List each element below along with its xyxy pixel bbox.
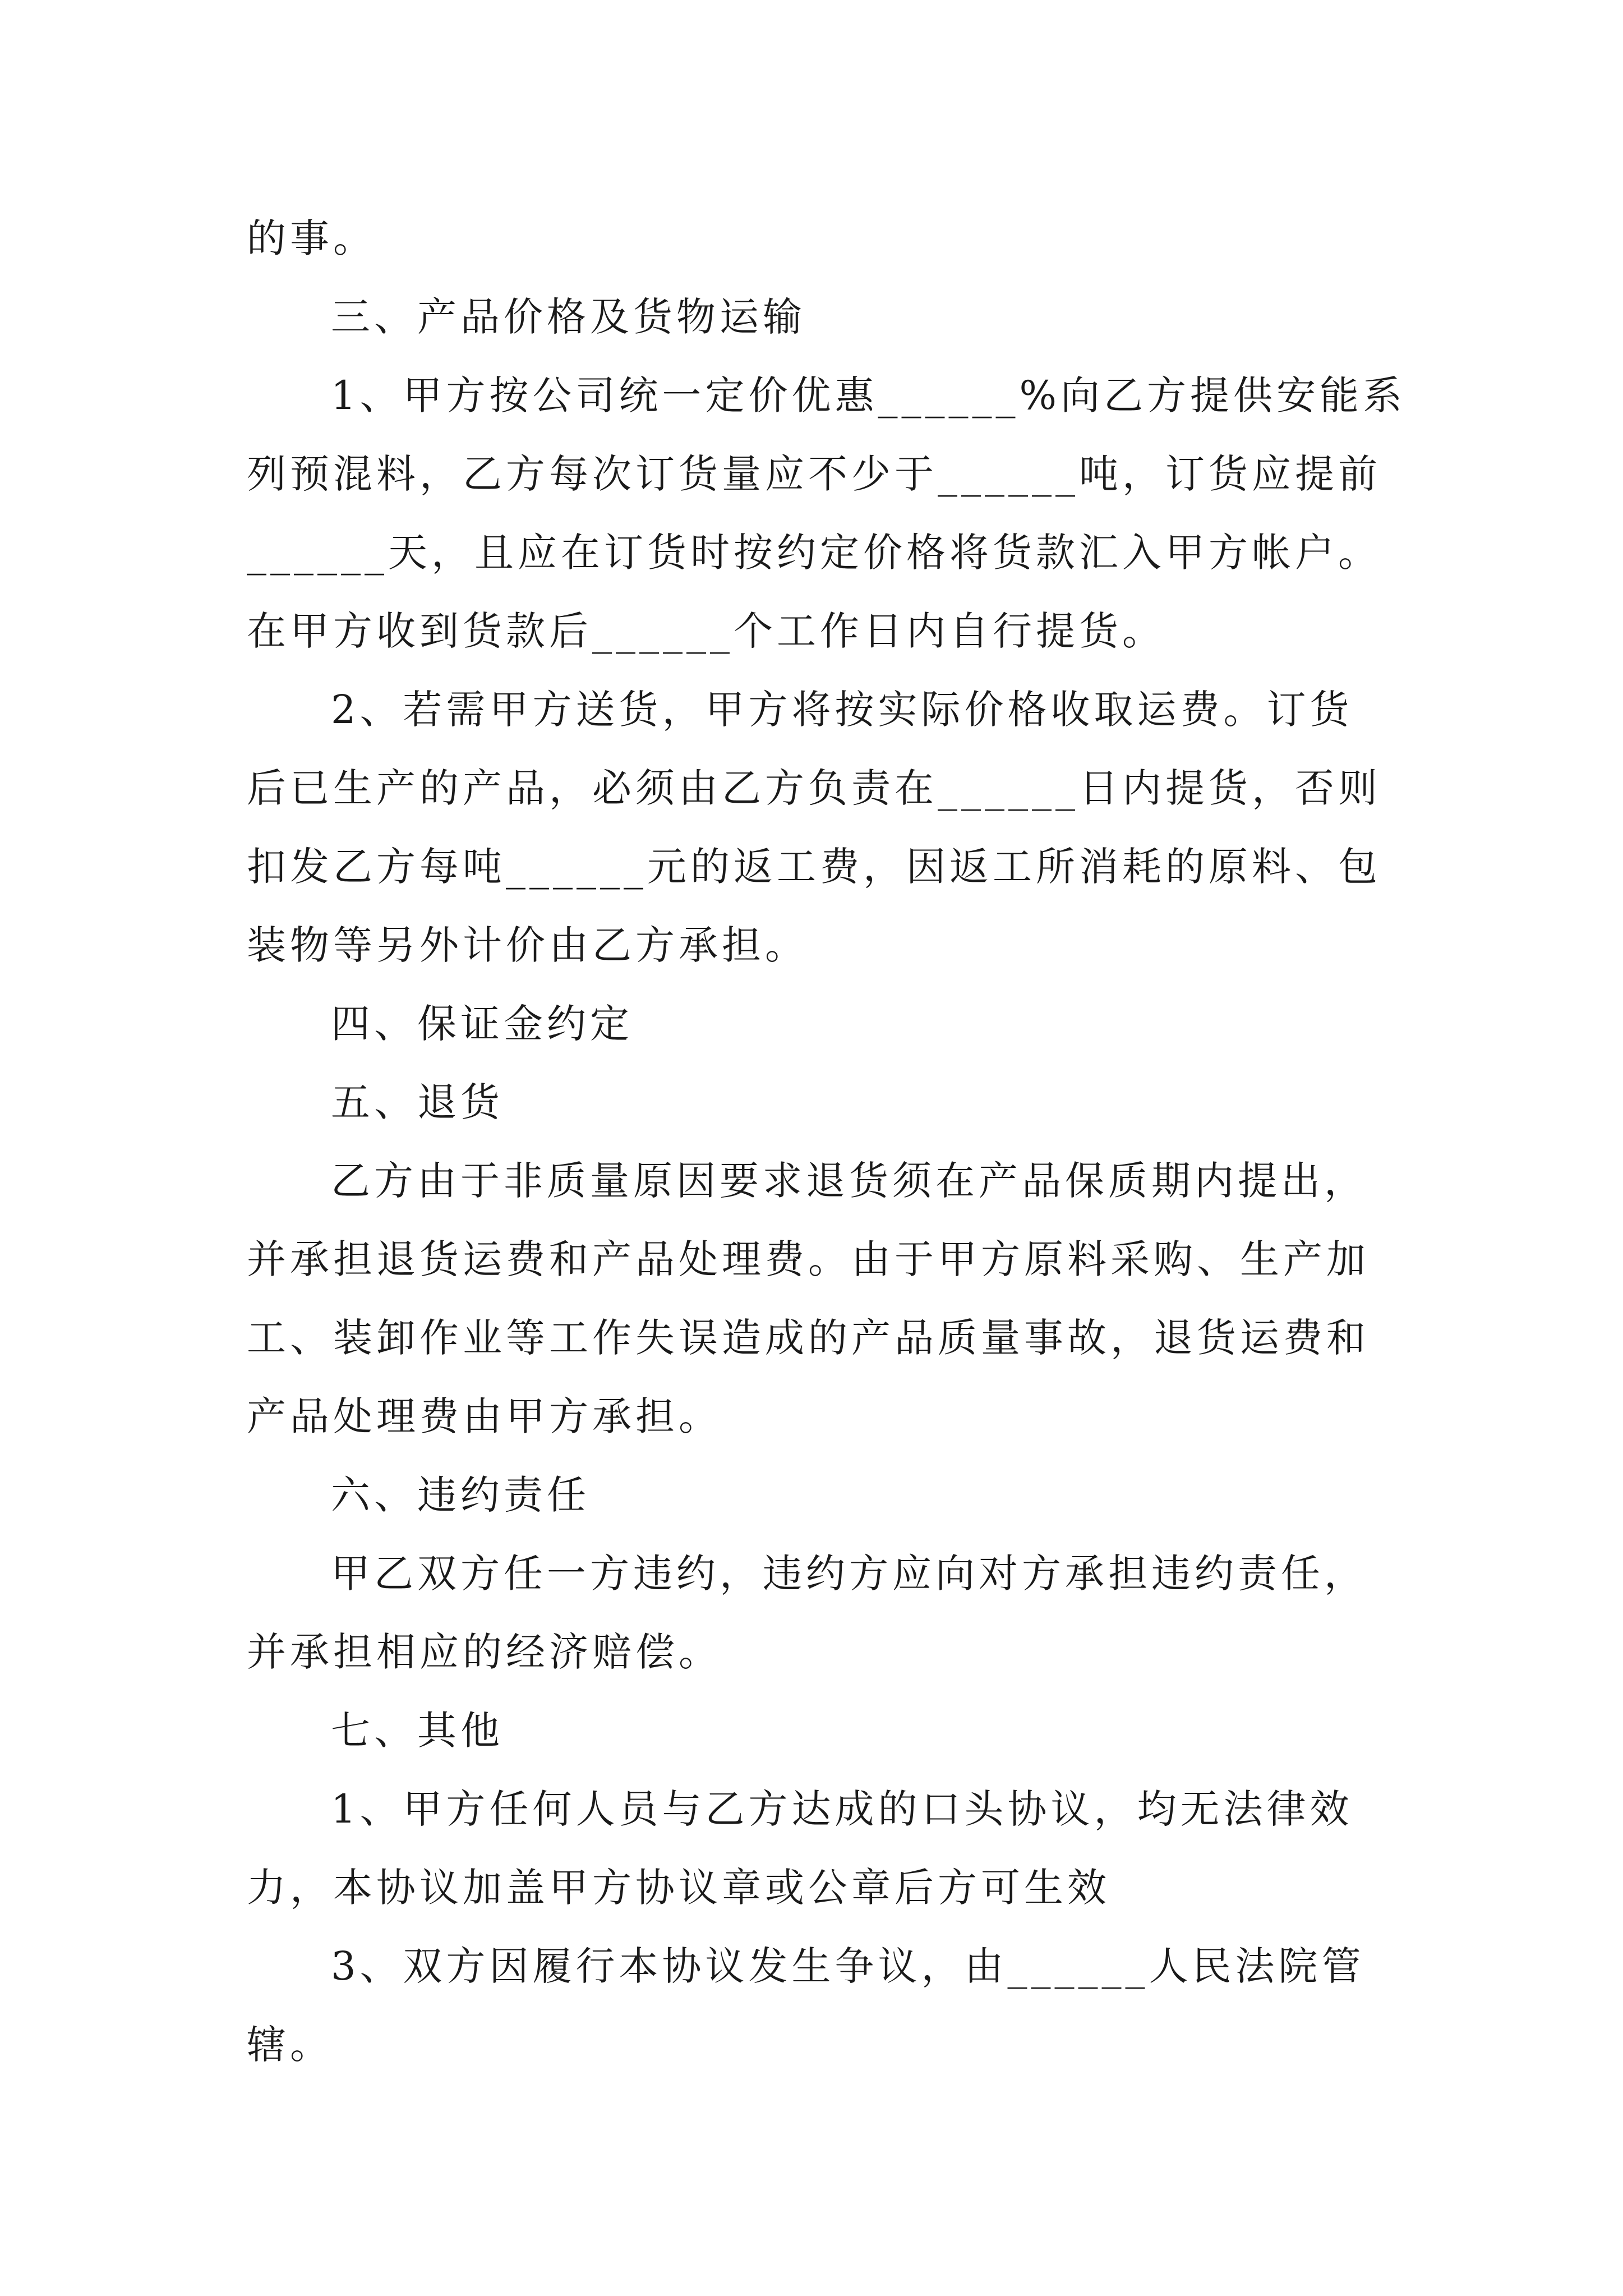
clause-line: 工、装卸作业等工作失误造成的产品质量事故，退货运费和 [247,1315,1370,1361]
clause-line: 甲乙双方任一方违约，违约方应向对方承担违约责任， [331,1550,1367,1596]
clause-line: 力，本协议加盖甲方协议章或公章后方可生效 [247,1865,1110,1911]
section-heading-liability: 六、违约责任 [331,1472,590,1518]
clause-line: 3、双方因履行本协议发生争议，由______人民法院管 [331,1943,1365,1989]
clause-line: 1、甲方按公司统一定价优惠______%向乙方提供安能系 [331,372,1407,418]
clause-line: ______天，且应在订货时按约定价格将货款汇入甲方帐户。 [247,530,1381,576]
clause-line: 1、甲方任何人员与乙方达成的口头协议，均无法律效 [331,1786,1353,1832]
paragraph-continuation: 的事。 [247,215,376,261]
clause-line: 扣发乙方每吨______元的返工费，因返工所消耗的原料、包 [247,844,1381,890]
clause-line: 乙方由于非质量原因要求退货须在产品保质期内提出， [331,1158,1367,1204]
section-heading-price-transport: 三、产品价格及货物运输 [331,294,806,340]
section-heading-returns: 五、退货 [331,1079,504,1125]
clause-line: 在甲方收到货款后______个工作日内自行提货。 [247,608,1165,654]
clause-line: 列预混料，乙方每次订货量应不少于______吨，订货应提前 [247,451,1381,497]
clause-line: 并承担退货运费和产品处理费。由于甲方原料采购、生产加 [247,1236,1370,1282]
clause-line: 辖。 [247,2022,333,2068]
section-heading-deposit: 四、保证金约定 [331,1001,633,1047]
section-heading-other: 七、其他 [331,1708,504,1754]
clause-line: 2、若需甲方送货，甲方将按实际价格收取运费。订货 [331,687,1353,733]
clause-line: 装物等另外计价由乙方承担。 [247,922,808,968]
clause-line: 并承担相应的经济赔偿。 [247,1629,722,1675]
clause-line: 后已生产的产品，必须由乙方负责在______日内提货，否则 [247,765,1381,811]
clause-line: 产品处理费由甲方承担。 [247,1393,722,1439]
document-body [247,199,1407,2084]
